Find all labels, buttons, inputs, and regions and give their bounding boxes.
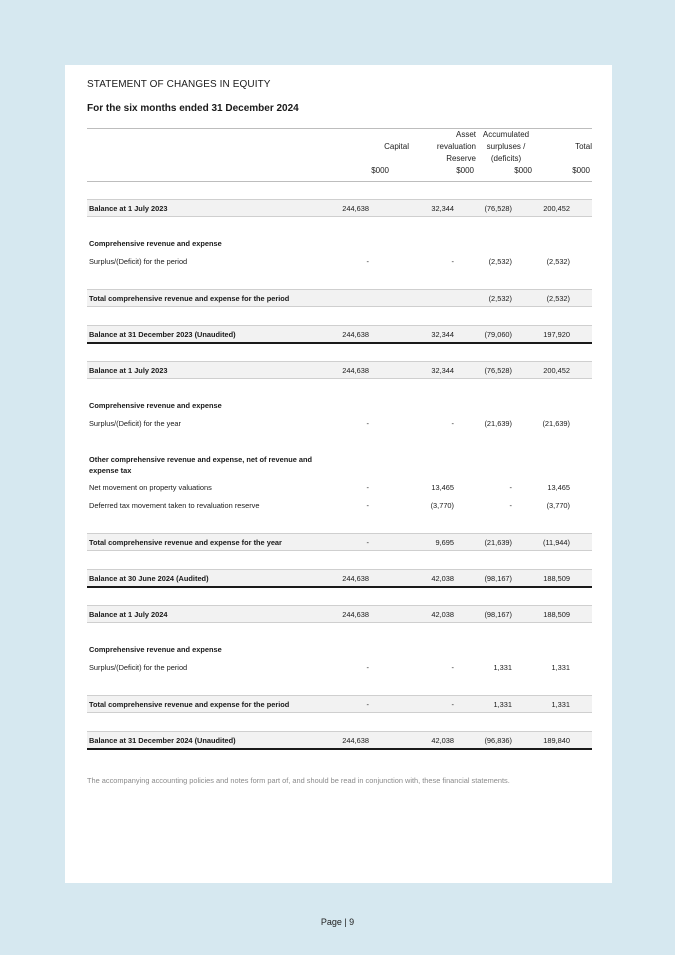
cell-asset-revaluation: 32,344	[431, 366, 454, 375]
cell-accumulated: 1,331	[493, 663, 512, 672]
table-row	[87, 497, 592, 513]
table-row	[87, 479, 592, 495]
row-label: Balance at 1 July 2023	[89, 366, 168, 375]
cell-capital: -	[366, 483, 369, 492]
cell-capital: 244,638	[342, 736, 369, 745]
table-row	[87, 289, 592, 307]
table-row	[87, 533, 592, 551]
row-label: Total comprehensive revenue and expense for the period	[89, 700, 290, 709]
statement-footnote: The accompanying accounting policies and notes form part of, and should be read in conjunction with, these financial statements.	[87, 776, 510, 785]
table-row	[87, 695, 592, 713]
column-header-accumulated-surpluses: Accumulated surpluses / (deficits)	[482, 130, 530, 163]
column-unit-asset-revaluation: $000	[456, 166, 474, 175]
cell-asset-revaluation: (3,770)	[430, 501, 454, 510]
header-bottom-rule	[87, 181, 592, 182]
cell-capital: 244,638	[342, 574, 369, 583]
table-row	[87, 454, 592, 476]
cell-accumulated: 1,331	[493, 700, 512, 709]
statement-page	[65, 65, 612, 883]
table-row	[87, 235, 592, 251]
row-label: Surplus/(Deficit) for the period	[89, 257, 188, 266]
row-label: Balance at 30 June 2024 (Audited)	[89, 574, 209, 583]
cell-capital: -	[366, 419, 369, 428]
cell-capital: 244,638	[342, 204, 369, 213]
row-label: Surplus/(Deficit) for the period	[89, 663, 188, 672]
table-row	[87, 361, 592, 379]
cell-capital: 244,638	[342, 330, 369, 339]
statement-title: STATEMENT OF CHANGES IN EQUITY	[87, 79, 271, 90]
table-row	[87, 397, 592, 413]
cell-total: 189,840	[543, 736, 570, 745]
row-label: Net movement on property valuations	[89, 483, 212, 492]
cell-accumulated: -	[509, 501, 512, 510]
column-header-asset-revaluation-reserve: Asset revaluation Reserve	[436, 130, 476, 163]
cell-accumulated: (21,639)	[484, 538, 512, 547]
cell-total: 188,509	[543, 610, 570, 619]
cell-accumulated: (79,060)	[484, 330, 512, 339]
cell-total: 1,331	[551, 663, 570, 672]
row-label: Total comprehensive revenue and expense for the year	[89, 538, 282, 547]
page-number: Page | 9	[320, 917, 355, 927]
cell-total: 13,465	[547, 483, 570, 492]
cell-asset-revaluation: -	[451, 257, 454, 266]
table-row	[87, 569, 592, 588]
table-row	[87, 253, 592, 269]
cell-accumulated: (98,167)	[484, 574, 512, 583]
cell-total: (2,532)	[546, 257, 570, 266]
cell-asset-revaluation: 32,344	[431, 204, 454, 213]
cell-asset-revaluation: 42,038	[431, 610, 454, 619]
cell-asset-revaluation: 13,465	[431, 483, 454, 492]
row-label: Surplus/(Deficit) for the year	[89, 419, 182, 428]
row-label: Comprehensive revenue and expense	[89, 401, 222, 410]
cell-accumulated: (2,532)	[488, 294, 512, 303]
cell-asset-revaluation: 9,695	[435, 538, 454, 547]
cell-total: 200,452	[543, 366, 570, 375]
cell-total: (11,944)	[543, 538, 570, 547]
statement-subtitle: For the six months ended 31 December 2024	[87, 103, 299, 114]
table-row	[87, 731, 592, 750]
cell-capital: 244,638	[342, 366, 369, 375]
cell-total: 197,920	[543, 330, 570, 339]
cell-total: 1,331	[551, 700, 570, 709]
cell-accumulated: (76,528)	[484, 366, 512, 375]
table-row	[87, 641, 592, 657]
cell-capital: -	[366, 501, 369, 510]
row-label: Balance at 1 July 2024	[89, 610, 168, 619]
cell-capital: 244,638	[342, 610, 369, 619]
cell-total: (3,770)	[546, 501, 570, 510]
cell-asset-revaluation: -	[451, 419, 454, 428]
row-label: Deferred tax movement taken to revaluation reserve	[89, 501, 260, 510]
cell-asset-revaluation: 42,038	[431, 736, 454, 745]
cell-total: (2,532)	[546, 294, 570, 303]
cell-total: 200,452	[543, 204, 570, 213]
cell-capital: -	[366, 700, 369, 709]
row-label: Balance at 1 July 2023	[89, 204, 168, 213]
table-row	[87, 605, 592, 623]
row-label: Total comprehensive revenue and expense for the period	[89, 294, 290, 303]
table-row	[87, 659, 592, 675]
row-label: Balance at 31 December 2023 (Unaudited)	[89, 330, 236, 339]
cell-accumulated: (98,167)	[484, 610, 512, 619]
row-label: Comprehensive revenue and expense	[89, 239, 222, 248]
cell-asset-revaluation: -	[451, 700, 454, 709]
column-unit-total: $000	[572, 166, 590, 175]
cell-asset-revaluation: 32,344	[431, 330, 454, 339]
cell-asset-revaluation: 42,038	[431, 574, 454, 583]
table-row	[87, 415, 592, 431]
cell-total: (21,639)	[542, 419, 570, 428]
cell-capital: -	[366, 663, 369, 672]
column-unit-capital: $000	[371, 166, 389, 175]
column-unit-accumulated: $000	[514, 166, 532, 175]
column-header-total: Total	[575, 142, 592, 151]
cell-accumulated: (2,532)	[488, 257, 512, 266]
table-row	[87, 325, 592, 344]
cell-capital: -	[366, 257, 369, 266]
column-header-capital: Capital	[384, 142, 409, 151]
cell-asset-revaluation: -	[451, 663, 454, 672]
row-label: Balance at 31 December 2024 (Unaudited)	[89, 736, 236, 745]
cell-capital: -	[366, 538, 369, 547]
row-label: Other comprehensive revenue and expense, net of revenue and expense tax	[89, 455, 313, 475]
cell-accumulated: (96,836)	[484, 736, 512, 745]
cell-total: 188,509	[543, 574, 570, 583]
cell-accumulated: -	[509, 483, 512, 492]
row-label: Comprehensive revenue and expense	[89, 645, 222, 654]
cell-accumulated: (21,639)	[484, 419, 512, 428]
cell-accumulated: (76,528)	[484, 204, 512, 213]
table-row	[87, 199, 592, 217]
